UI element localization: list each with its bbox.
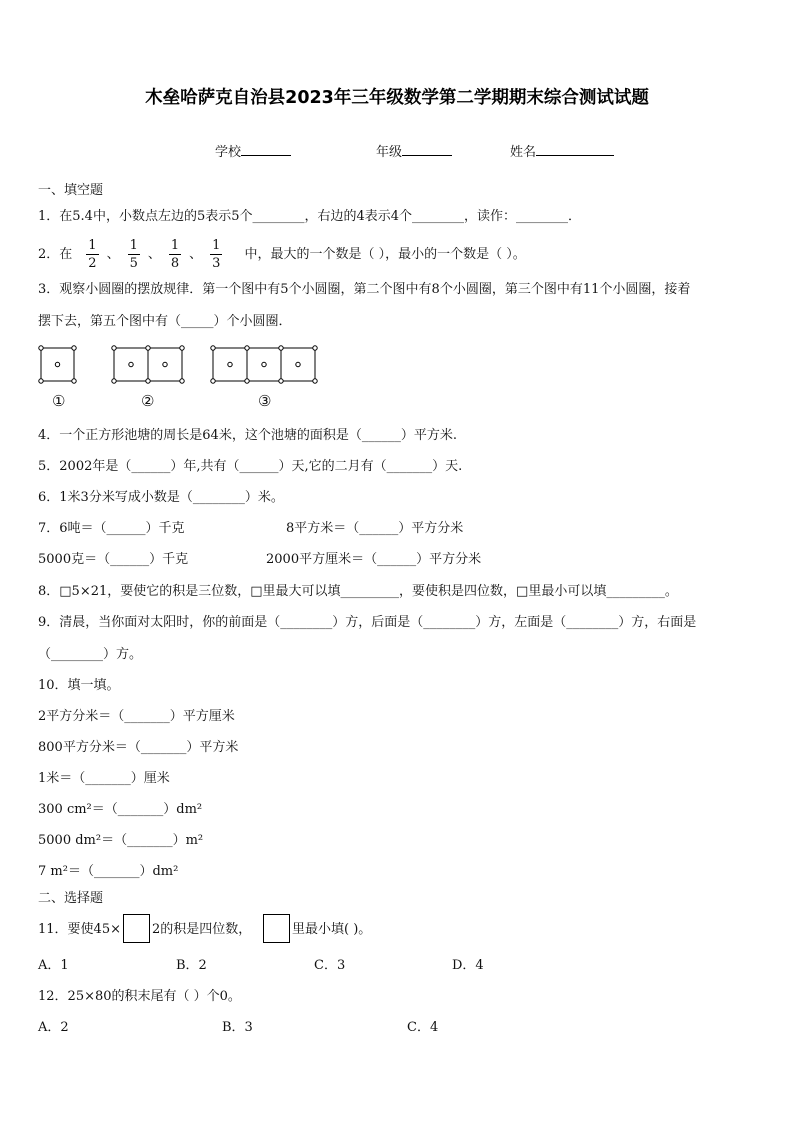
fraction-1: $\frac{1}{2}$: [88, 237, 97, 271]
question-7-b: 8平方米＝（______）平方分米: [286, 521, 464, 536]
page-title: 木垒哈萨克自治县2023年三年级数学第二学期期末综合测试试题: [145, 88, 649, 108]
question-7-a: 7．6吨＝（______）千克: [38, 521, 185, 536]
question-3-line-2: 摆下去，第五个图中有（_____）个小圆圈．: [38, 314, 292, 329]
name-blank[interactable]: [536, 143, 614, 156]
question-5: 5．2002年是（______）年,共有（______）天,它的二月有（_______）天.: [38, 459, 463, 474]
name-field[interactable]: [510, 143, 614, 159]
question-11-part-b: 2的积是四位数，: [152, 922, 252, 937]
question-10-item: 7 m²＝（_______）dm²: [38, 864, 179, 879]
question-11-part-c: 里最小填( )。: [292, 922, 372, 937]
figure-label-3: ③: [258, 392, 272, 410]
grade-label: 年级: [376, 145, 403, 160]
question-10-item: 300 cm²＝（_______）dm²: [38, 802, 203, 817]
answer-box[interactable]: [263, 914, 290, 943]
question-2-prefix: 2．在: [38, 246, 73, 262]
school-label: 学校: [215, 145, 242, 160]
question-11-part-a: 11．要使45×: [38, 922, 121, 937]
question-10-heading: 10．填一填。: [38, 678, 120, 693]
separator: 、: [189, 246, 203, 262]
option-b[interactable]: B．3: [222, 1020, 253, 1035]
figure-label-2: ②: [141, 392, 155, 410]
question-10-item: 800平方分米＝（_______）平方米: [38, 740, 239, 755]
grade-blank[interactable]: [402, 143, 452, 156]
section-choice-heading: 二、选择题: [38, 891, 104, 906]
school-blank[interactable]: [241, 143, 291, 156]
question-10-item: 2平方分米＝（_______）平方厘米: [38, 709, 235, 724]
question-2-suffix: 中，最大的一个数是（ ），最小的一个数是（ ）。: [244, 246, 526, 262]
circle-pattern-figure-1: [36, 343, 84, 387]
fraction-4: $\frac{1}{3}$: [212, 237, 221, 271]
school-field[interactable]: [215, 143, 291, 159]
circle-pattern-figure-2: [109, 343, 189, 387]
option-a[interactable]: A．1: [38, 958, 69, 973]
question-3-line-1: 3．观察小圆圈的摆放规律．第一个图中有5个小圆圈，第二个图中有8个小圆圈，第三个图中有11个小圆圈，接着: [38, 282, 691, 297]
question-9-line-1: 9．清晨，当你面对太阳时，你的前面是（________）方，后面是（________）方，左面是（________）方，右面是: [38, 615, 697, 630]
fraction-2: $\frac{1}{5}$: [129, 237, 138, 271]
question-4: 4．一个正方形池塘的周长是64米，这个池塘的面积是（______）平方米.: [38, 428, 457, 443]
question-9-line-2: （________）方。: [38, 647, 143, 662]
question-7-d: 2000平方厘米＝（______）平方分米: [266, 552, 482, 567]
name-label: 姓名: [510, 145, 537, 160]
option-a[interactable]: A．2: [38, 1020, 69, 1035]
question-7-c: 5000克＝（______）千克: [38, 552, 189, 567]
question-10-item: 1米＝（_______）厘米: [38, 771, 170, 786]
question-2: [38, 236, 526, 272]
question-1: 1．在5.4中，小数点左边的5表示5个________，右边的4表示4个________，读作：________．: [38, 209, 582, 224]
answer-box[interactable]: [123, 914, 150, 943]
grade-field[interactable]: [376, 143, 452, 159]
question-6: 6．1米3分米写成小数是（________）米。: [38, 490, 284, 505]
question-10-item: 5000 dm²＝（_______）m²: [38, 833, 204, 848]
separator: 、: [147, 246, 161, 262]
option-c[interactable]: C．3: [314, 958, 346, 973]
circle-pattern-figure-3: [208, 343, 322, 387]
figure-label-1: ①: [52, 392, 66, 410]
fraction-3: $\frac{1}{8}$: [170, 237, 180, 271]
option-d[interactable]: D．4: [452, 958, 484, 973]
question-8: 8．□5×21，要使它的积是三位数，□里最大可以填_________，要使积是四位数，□里最小可以填_________。: [38, 584, 678, 599]
separator: 、: [106, 246, 120, 262]
section-fill-heading: 一、填空题: [38, 183, 104, 198]
question-12: 12．25×80的积末尾有（ ）个0。: [38, 989, 241, 1004]
option-c[interactable]: C．4: [407, 1020, 439, 1035]
option-b[interactable]: B．2: [176, 958, 207, 973]
